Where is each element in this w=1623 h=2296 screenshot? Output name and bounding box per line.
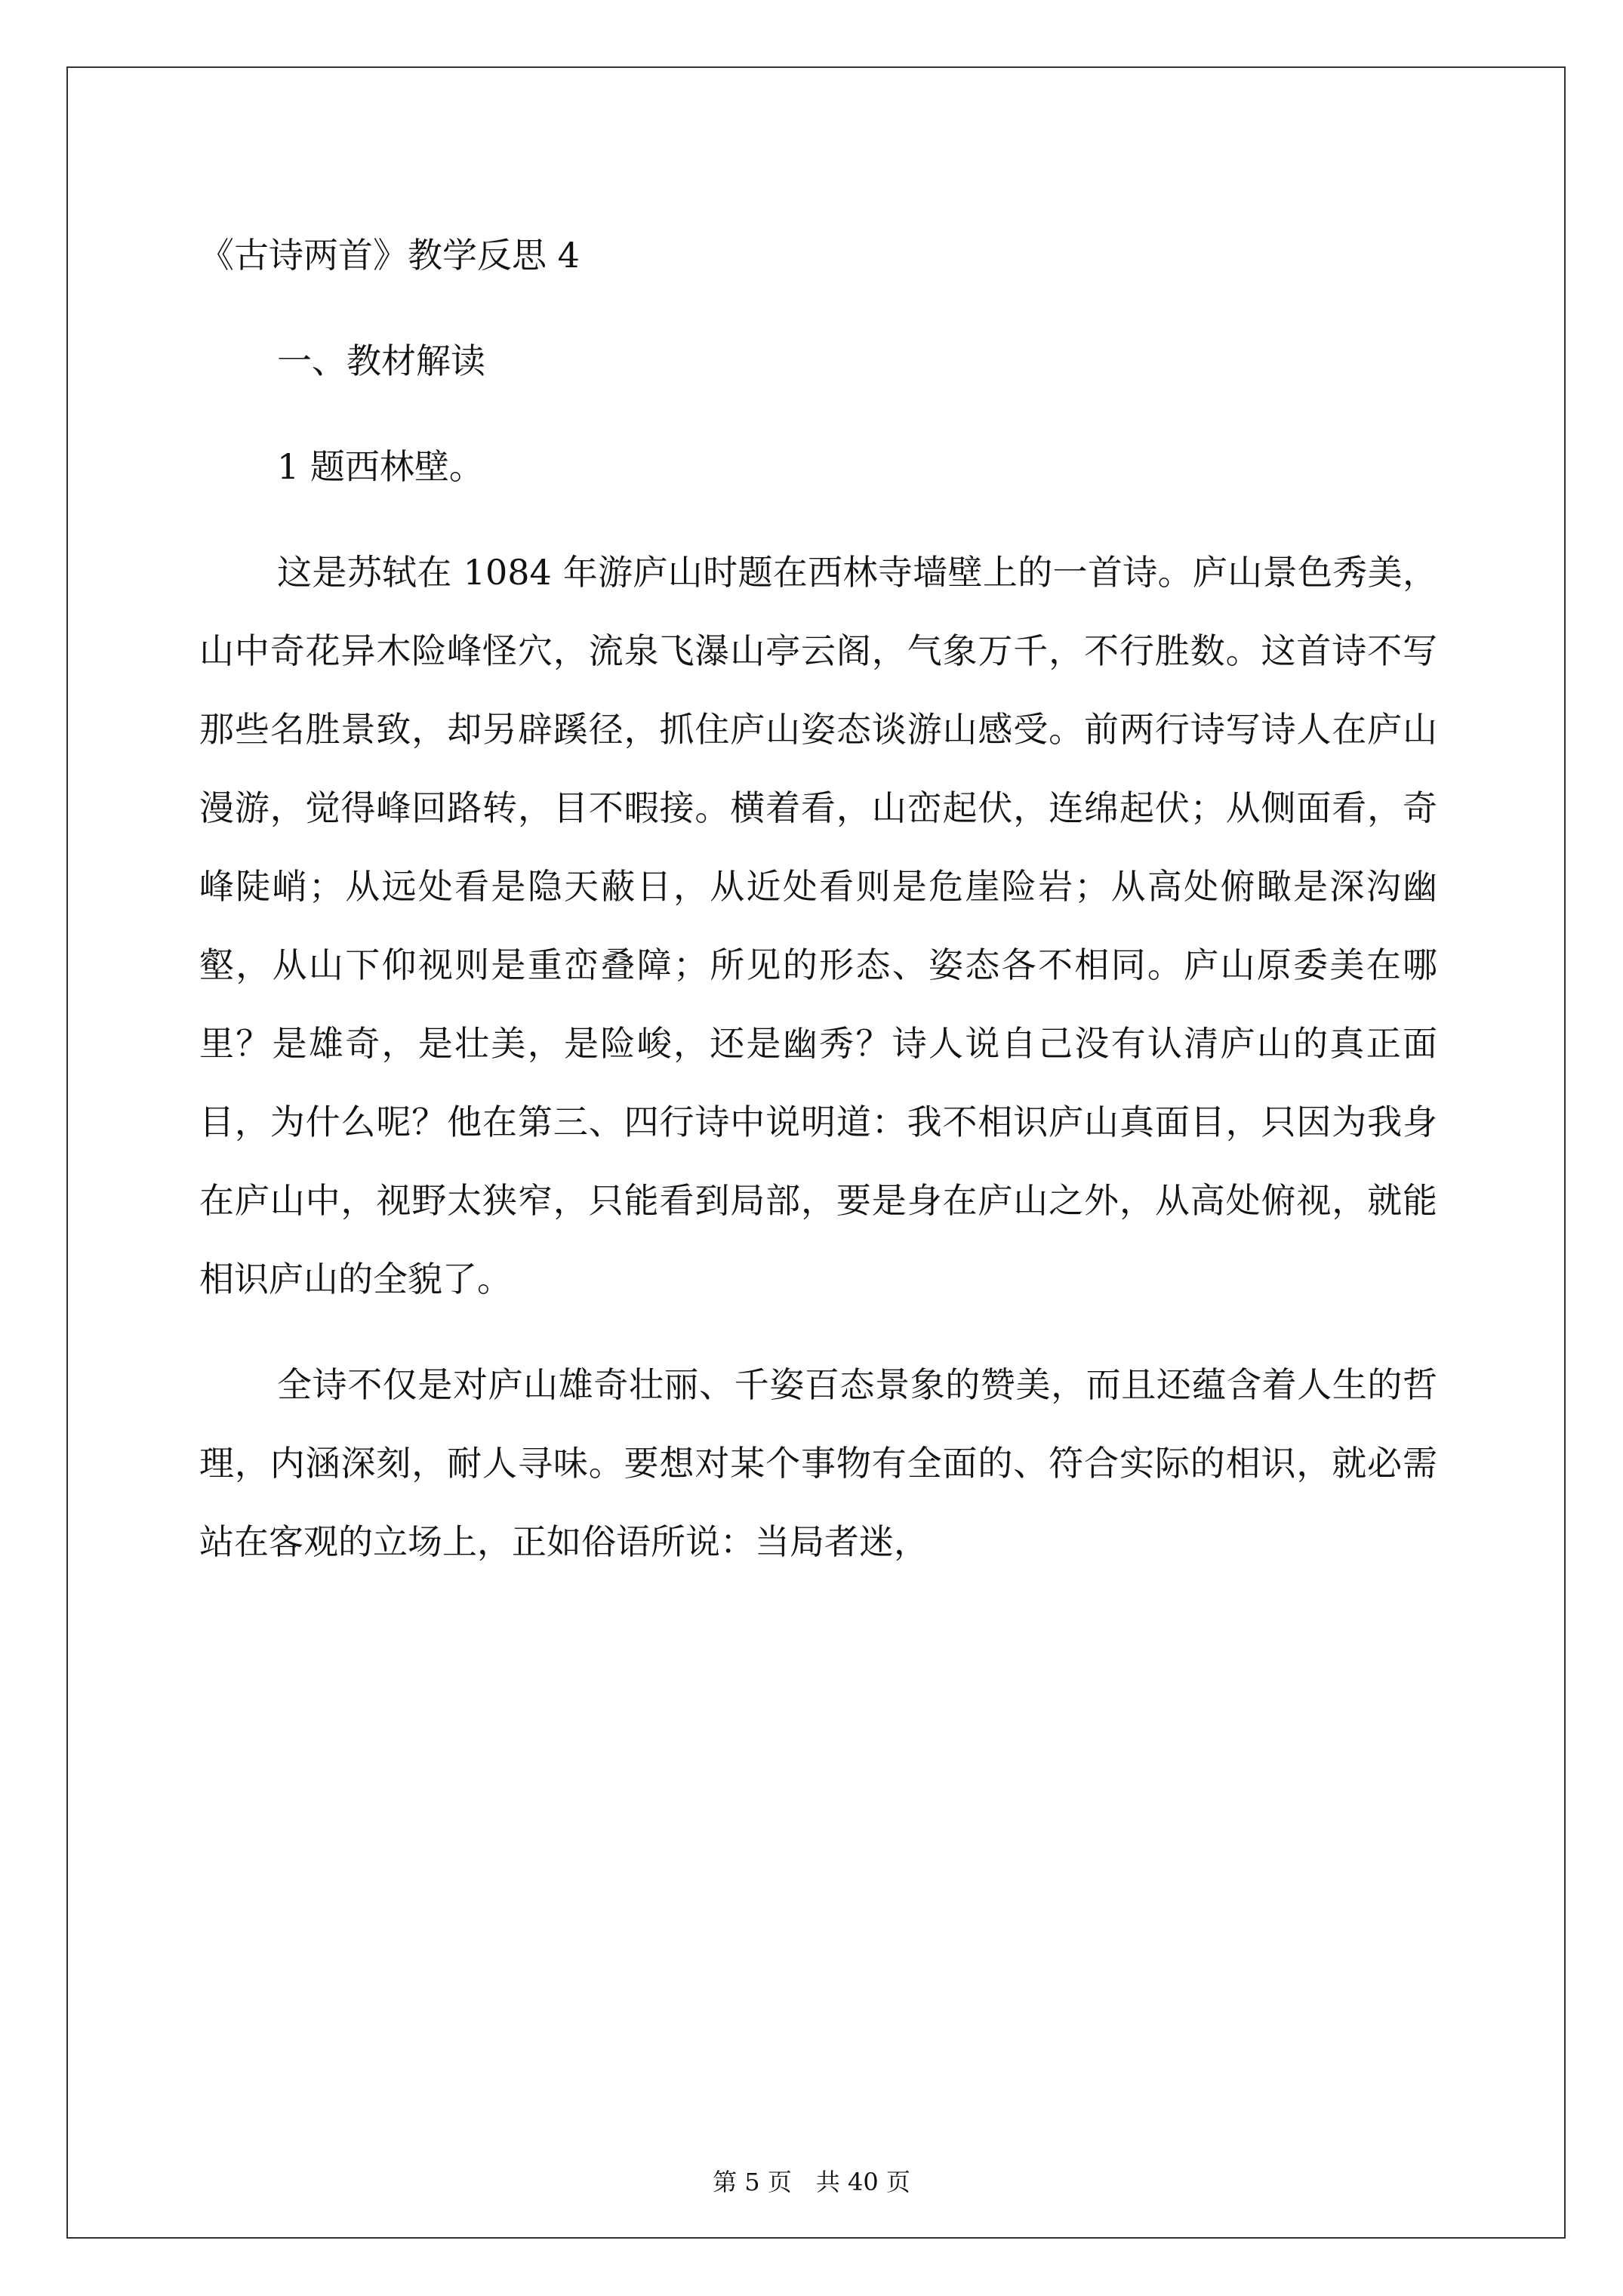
paragraph-1: 这是苏轼在 1084 年游庐山时题在西林寺墙壁上的一首诗。庐山景色秀美，山中奇花异木险峰怪穴，流泉飞瀑山亭云阁，气象万千，不行胜数。这首诗不写那些名胜景致，却另辟蹊径，抓住庐山姿态谈游山感受。前两行诗写诗人在庐山漫游，觉得峰回路转，目不暇接。横着看，山峦起伏，连绵起伏；从侧面看，奇峰陡峭；从远处看是隐天蔽日，从近处看则是危崖险岩；从高处俯瞰是深沟幽壑，从山下仰视则是重峦叠障；所见的形态、姿态各不相同。庐山原委美在哪里？是雄奇，是壮美，是险峻，还是幽秀？诗人说自己没有认清庐山的真正面目，为什么呢？他在第三、四行诗中说明道：我不相识庐山真面目，只因为我身在庐山中，视野太狭窄，只能看到局部，要是身在庐山之外，从高处俯视，就能相识庐山的全貌了。	[199, 552, 1437, 1299]
section-heading: 一、教材解读	[277, 341, 485, 381]
subheading: 1 题西林壁。	[277, 446, 484, 487]
document-body	[199, 216, 1437, 1581]
page-footer: 第 5 页 共 40 页	[713, 2168, 910, 2196]
document-title: 《古诗两首》教学反思 4	[199, 235, 580, 276]
paragraph-2: 全诗不仅是对庐山雄奇壮丽、千姿百态景象的赞美，而且还蕴含着人生的哲理，内涵深刻，耐人寻味。要想对某个事物有全面的、符合实际的相识，就必需站在客观的立场上，正如俗语所说：当局者迷，	[199, 1364, 1437, 1562]
